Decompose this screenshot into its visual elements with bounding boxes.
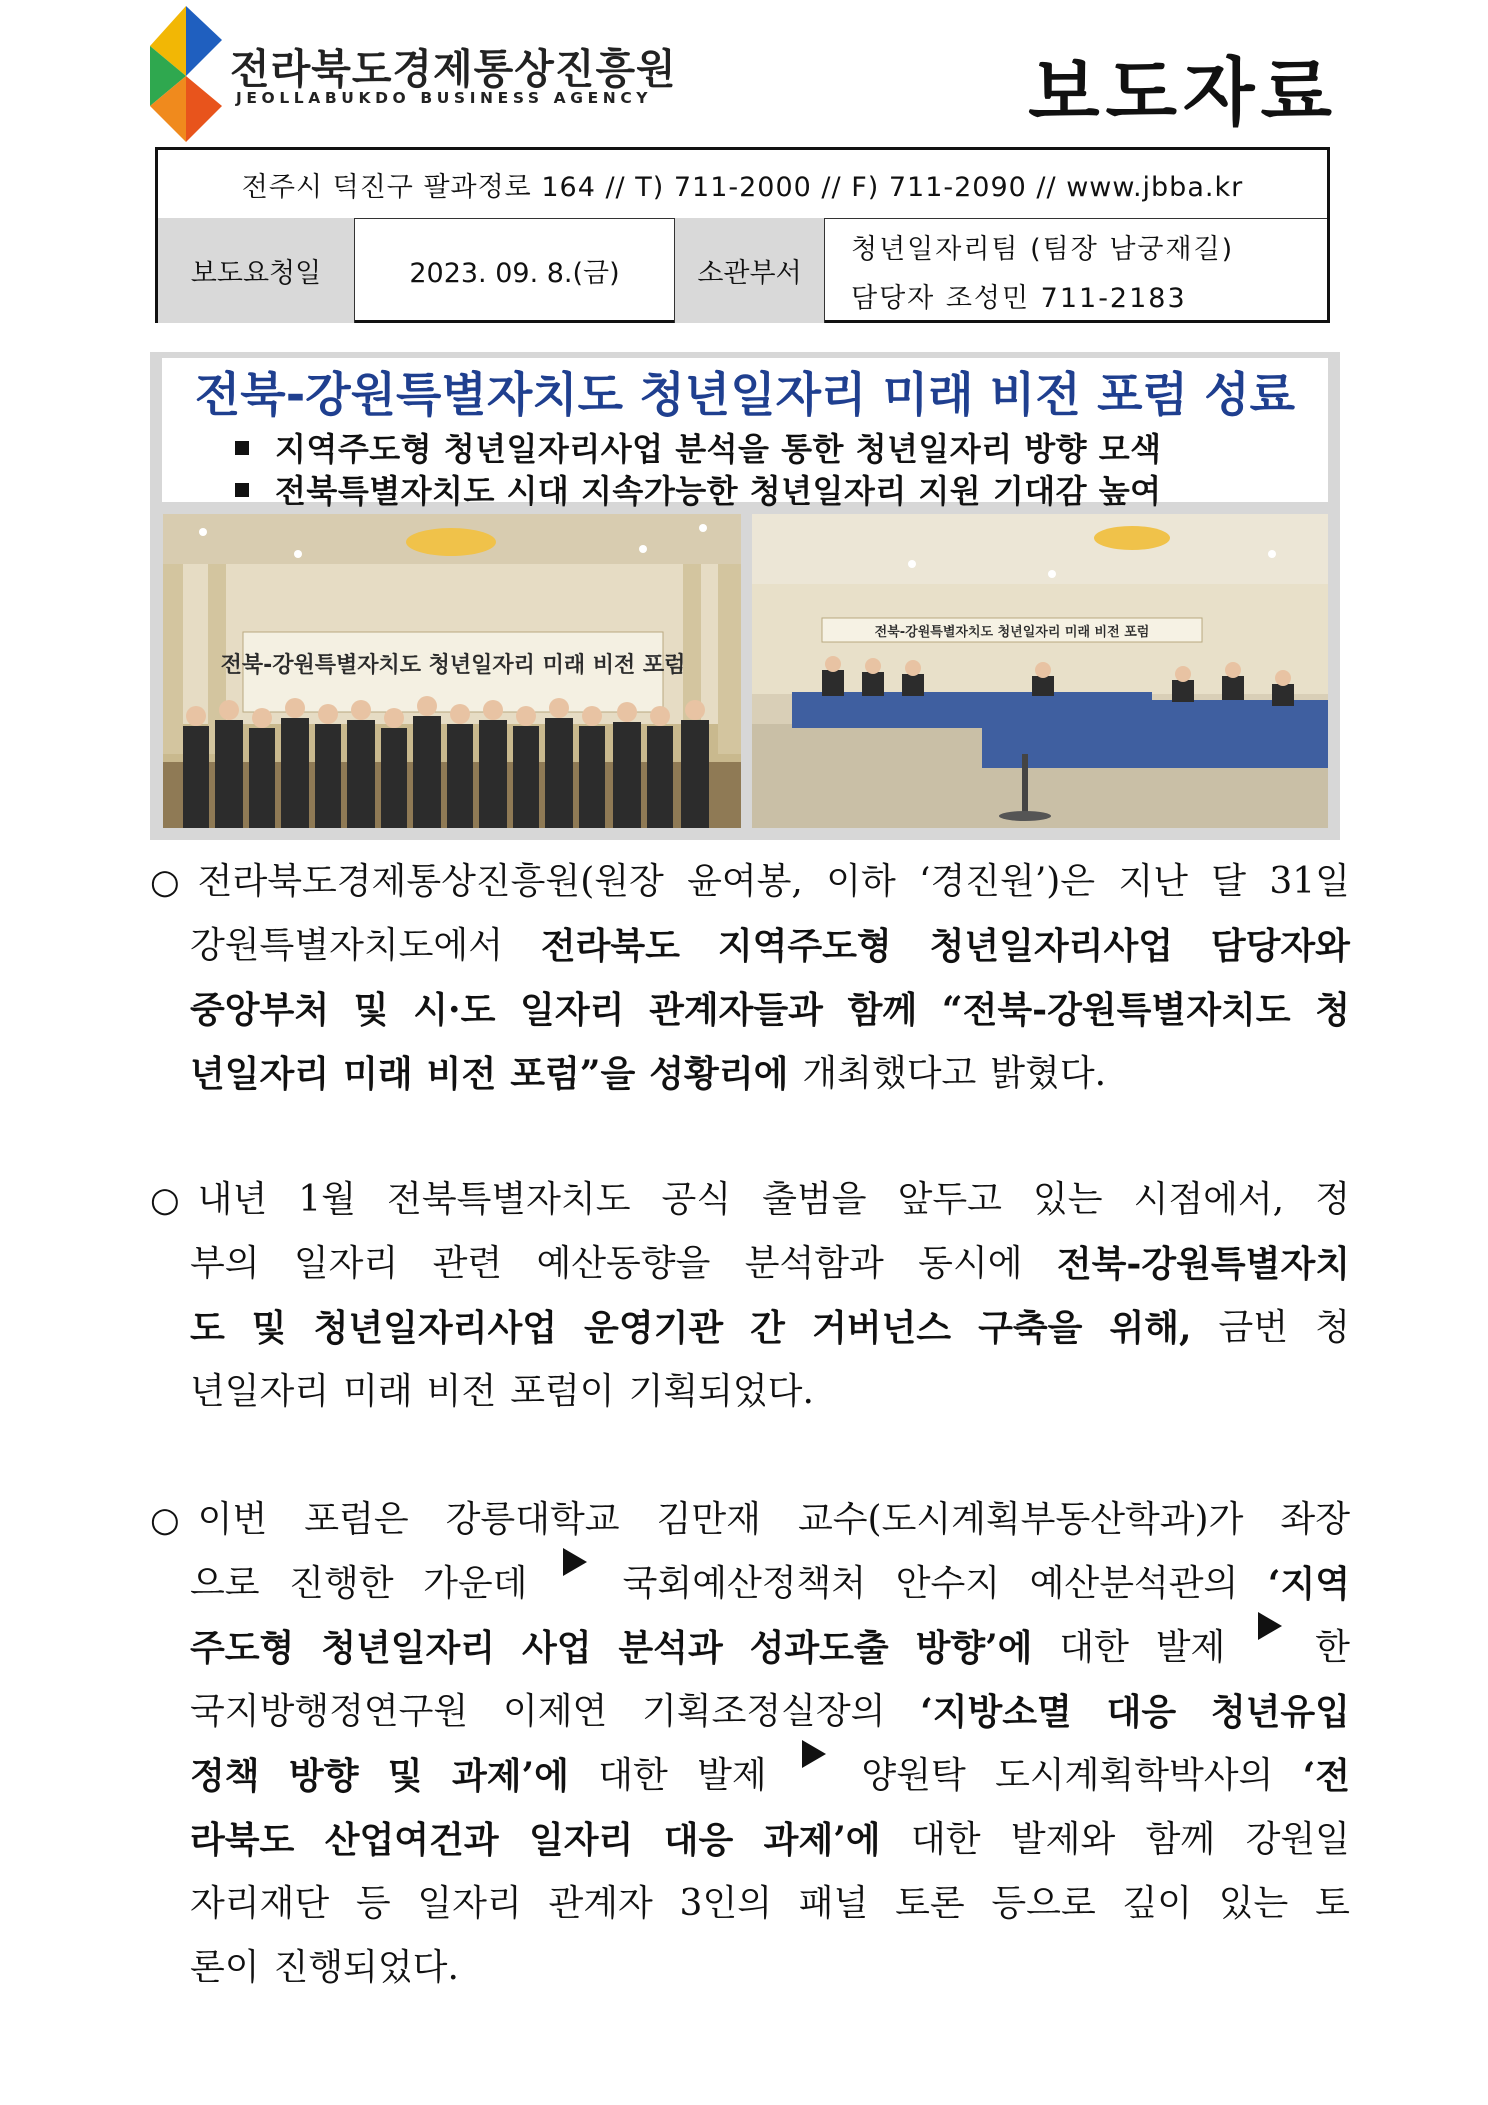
word: 국회예산정책처 [622, 1563, 867, 1604]
word: 분석함과 [744, 1243, 884, 1284]
word: 청년일자리 [321, 1627, 496, 1669]
word: 공식 [661, 1179, 732, 1220]
paragraph-line [150, 1616, 1350, 1680]
paragraph-line [150, 1360, 1350, 1424]
word: 담당자와 [1210, 925, 1350, 967]
word: 내년 [197, 1179, 268, 1220]
word: 패널 [798, 1883, 869, 1924]
word: 및 [387, 1755, 423, 1797]
word: 도시계획학박사의 [995, 1755, 1274, 1796]
word: 함께 [847, 989, 918, 1031]
headline-subtitle-1: 지역주도형 청년일자리사업 분석을 통한 청년일자리 방향 모색 [235, 424, 1162, 470]
word: 일자리 [520, 989, 625, 1031]
paragraph-line [150, 1936, 1350, 2000]
word: 사업 [521, 1627, 592, 1669]
word: 토 [1315, 1883, 1350, 1924]
word: 운영기관 [584, 1307, 724, 1349]
headline-title: 전북-강원특별자치도 청년일자리 미래 비전 포럼 성료 [194, 368, 1296, 423]
word: 있는 [1218, 1883, 1289, 1924]
word: 론이 [190, 1947, 260, 1988]
circle-bullet-icon: ○ [150, 1180, 180, 1220]
word: 대한 [598, 1755, 668, 1796]
word: 및 [353, 989, 389, 1031]
banner-text: 전북-강원특별자치도 청년일자리 미래 비전 포럼 [220, 653, 686, 678]
word: 년일자리 [190, 1371, 330, 1412]
word: 미래 [343, 1053, 413, 1095]
paragraph-line [150, 1808, 1350, 1872]
word: 과제’에 [451, 1755, 569, 1797]
word: 거버넌스 [811, 1307, 952, 1349]
word: 포럼”을 [510, 1053, 636, 1095]
word: 이번 [197, 1499, 268, 1540]
word: 강원특별자치도에서 [190, 925, 503, 966]
word: 일자리 [529, 1819, 634, 1861]
contact-address-line: 전주시 덕진구 팔과정로 164 // T) 711-2000 // F) 711-2090 // www.jbba.kr [158, 150, 1327, 219]
word: 일자리 [293, 1243, 399, 1284]
word: ‘전 [1302, 1755, 1350, 1797]
request-date-label: 보도요청일 [158, 218, 355, 323]
word: 관계자 [548, 1883, 653, 1924]
paragraph-line [150, 1744, 1350, 1808]
word: 김만재 [656, 1499, 761, 1540]
word: 자리재단 [190, 1883, 330, 1924]
word: 교수(도시계획부동산학과)가 [797, 1499, 1244, 1540]
word: 관련 [432, 1243, 503, 1284]
word: 금번 [1218, 1307, 1289, 1348]
word: 과제’에 [763, 1819, 881, 1861]
department-contact: 담당자 조성민 711-2183 [851, 282, 1187, 314]
word: 청년일자리사업 [929, 925, 1173, 967]
word: 좌장 [1280, 1499, 1350, 1540]
request-date-value: 2023. 09. 8.(금) [355, 218, 675, 323]
word: 강원일 [1245, 1819, 1350, 1860]
word: 중앙부처 [190, 989, 330, 1031]
word: ‘지역 [1267, 1563, 1350, 1605]
word: 대응 [663, 1819, 734, 1861]
banner-text: 전북-강원특별자치도 청년일자리 미래 비전 포럼 [874, 625, 1150, 640]
paragraph-line [150, 1552, 1350, 1616]
word: 비전 [426, 1371, 497, 1412]
word: 토론 [895, 1883, 965, 1924]
word: 동시에 [918, 1243, 1023, 1284]
word: 산업여건과 [324, 1819, 499, 1861]
word: 미래 [343, 1371, 413, 1412]
word: 위해, [1109, 1307, 1192, 1349]
play-triangle-icon [1258, 1612, 1282, 1640]
square-bullet-icon [235, 483, 249, 497]
word: 앞두고 [897, 1179, 1002, 1220]
paragraph-line [150, 1042, 1350, 1106]
paragraph-line [150, 1232, 1350, 1296]
word: 청년일자리사업 [313, 1307, 558, 1349]
word: 포럼은 [304, 1499, 409, 1540]
word: 예산분석관의 [1029, 1563, 1239, 1604]
paragraph-line [150, 914, 1350, 978]
word: 등으로 [991, 1883, 1096, 1924]
word: 전라북도 [540, 925, 680, 967]
word: 청 [1315, 1307, 1350, 1348]
paragraph-line [150, 978, 1350, 1042]
circle-bullet-icon: ○ [150, 862, 180, 902]
word: 예산동향을 [536, 1243, 711, 1284]
paragraph-line [150, 1680, 1350, 1744]
word: 전북-강원특별자치 [1056, 1243, 1350, 1285]
word: 밝혔다. [990, 1053, 1107, 1094]
word: 성황리에 [649, 1053, 789, 1095]
word: 대한 [910, 1819, 981, 1860]
word: 지역주도형 [717, 925, 892, 967]
word: 있는 [1032, 1179, 1103, 1220]
agency-logo-mark [150, 6, 222, 142]
word: 함께 [1145, 1819, 1216, 1860]
press-info-table [155, 147, 1330, 323]
word: 지난 [1118, 861, 1188, 902]
word: 대응 [1106, 1691, 1177, 1733]
word: 1월 [298, 1179, 356, 1220]
word: 이하 [826, 861, 896, 902]
word: 이제연 [502, 1691, 608, 1732]
paragraph-line [150, 1488, 1350, 1552]
word: 양원탁 [861, 1755, 966, 1796]
circle-bullet-icon: ○ [150, 1500, 180, 1540]
department-team: 청년일자리팀 (팀장 남궁재길) [851, 233, 1235, 265]
word: 3인의 [679, 1883, 773, 1924]
word: 라북도 [190, 1819, 295, 1861]
word: 개최했다고 [802, 1053, 977, 1094]
word: 포럼이 [510, 1371, 615, 1412]
word: 일자리 [417, 1883, 522, 1924]
word: 정책 [190, 1755, 260, 1797]
word: ‘경진원’)은 [919, 861, 1096, 902]
paragraph-line [150, 850, 1350, 914]
word: 도 [190, 1307, 225, 1349]
word: 및 [251, 1307, 287, 1349]
word: 달 [1211, 861, 1247, 902]
word: 부의 [190, 1243, 260, 1284]
word: 가운데 [423, 1563, 528, 1604]
word: 구축을 [978, 1307, 1083, 1349]
play-triangle-icon [802, 1740, 826, 1768]
word: ‘지방소멸 [920, 1691, 1072, 1733]
word: 시점에서, [1133, 1179, 1285, 1220]
word: 방향 [288, 1755, 359, 1797]
paragraph-line [150, 1168, 1350, 1232]
agency-name-en: JEOLLABUKDO BUSINESS AGENCY [236, 89, 653, 107]
word: 깊이 [1122, 1883, 1193, 1924]
word: 방향’에 [915, 1627, 1033, 1669]
word: 성과도출 [749, 1627, 889, 1669]
word: 한 [1315, 1627, 1350, 1668]
paragraph-line [150, 1296, 1350, 1360]
headline-subtitle-2: 전북특별자치도 시대 지속가능한 청년일자리 지원 기대감 높여 [235, 466, 1162, 512]
department-value [825, 218, 1330, 323]
word: 안수지 [895, 1563, 1001, 1604]
word: 강릉대학교 [445, 1499, 620, 1540]
paragraph-2 [150, 1168, 1350, 1424]
word: 주도형 [190, 1627, 295, 1669]
word: 전북특별자치도 [387, 1179, 631, 1220]
word: 관계자들과 [649, 989, 823, 1031]
word: 발제 [1155, 1627, 1226, 1668]
paragraph-line [150, 1872, 1350, 1936]
word: 비전 [426, 1053, 497, 1095]
word: “전북-강원특별자치도 [941, 989, 1291, 1031]
word: 기획되었다. [628, 1371, 814, 1412]
word: 출범을 [762, 1179, 867, 1220]
word: 진행한 [289, 1563, 394, 1604]
agency-name-ko: 전라북도경제통상진흥원 [230, 45, 677, 93]
paragraph-3 [150, 1488, 1350, 2000]
department-label: 소관부서 [675, 218, 825, 323]
word: 정 [1315, 1179, 1350, 1220]
word: 기획조정실장의 [642, 1691, 886, 1732]
word: 등 [355, 1883, 391, 1924]
group-photo [163, 514, 741, 828]
word: 윤여봉, [687, 861, 803, 902]
word: 년일자리 [190, 1053, 330, 1095]
play-triangle-icon [563, 1548, 587, 1576]
word: 국지방행정연구원 [190, 1691, 469, 1732]
word: 간 [750, 1307, 785, 1349]
square-bullet-icon [235, 441, 249, 455]
document-type-title: 보도자료 [1028, 50, 1338, 136]
word: 전라북도경제통상진흥원(원장 [197, 861, 664, 902]
word: 시·도 [413, 989, 496, 1031]
word: 청년유입 [1210, 1691, 1350, 1733]
word: 청 [1315, 989, 1350, 1031]
word: 대한 [1059, 1627, 1129, 1668]
word: 진행되었다. [273, 1947, 459, 1988]
word: 분석과 [618, 1627, 723, 1669]
word: 발제 [697, 1755, 767, 1796]
forum-meeting-photo [752, 514, 1328, 828]
word: 발제와 [1010, 1819, 1116, 1860]
word: 31일 [1269, 861, 1350, 902]
word: 으로 [190, 1563, 260, 1604]
paragraph-1 [150, 850, 1350, 1106]
